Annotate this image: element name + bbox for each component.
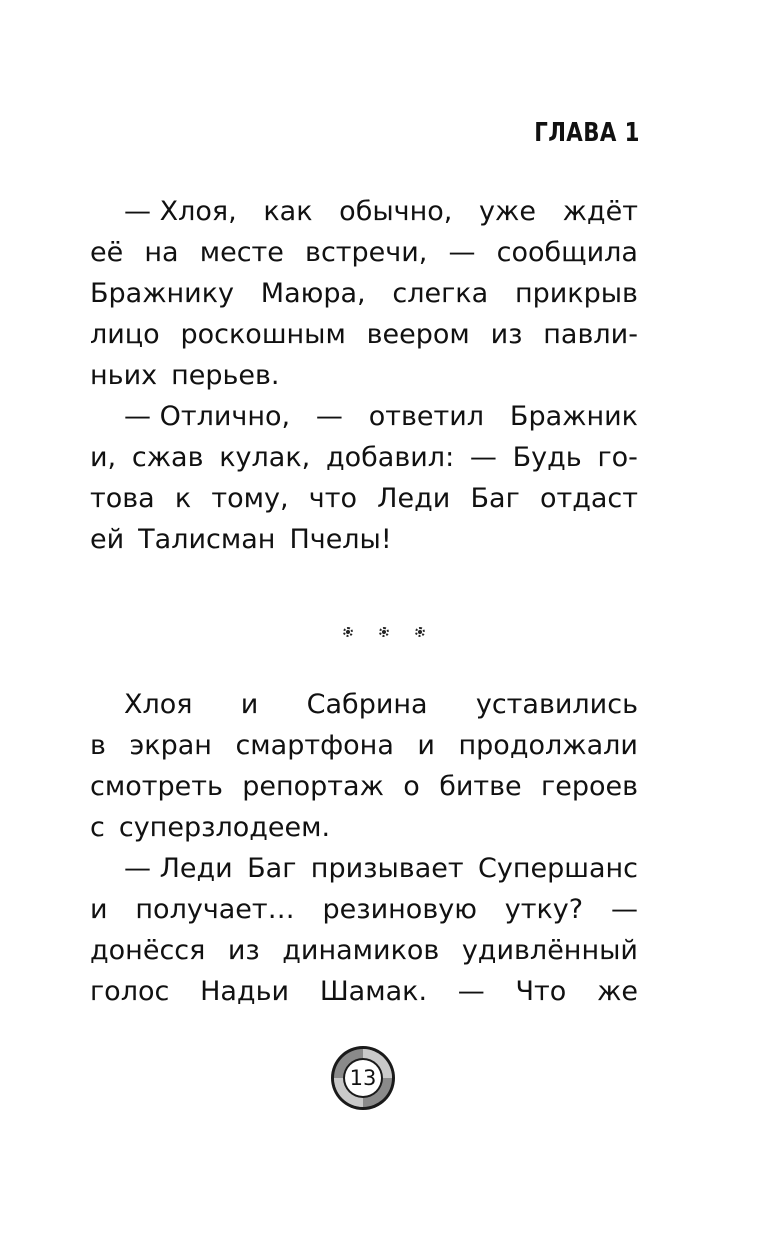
word: из (490, 319, 523, 350)
word: продолжали (458, 730, 638, 761)
word: Шамак. (319, 976, 428, 1007)
word: Что (515, 976, 567, 1007)
text-line (90, 396, 638, 437)
text-line (90, 889, 638, 930)
text-line (90, 725, 638, 766)
section-separator (341, 625, 427, 639)
text-line (90, 519, 638, 560)
word: лицо (90, 319, 160, 350)
word: слегка (392, 278, 489, 309)
word: что (308, 483, 357, 514)
text-line (90, 848, 638, 889)
word: уставились (475, 689, 638, 720)
ornament-flower-icon (341, 625, 355, 639)
word: ньих (90, 360, 158, 391)
word: сообщила (496, 237, 638, 268)
text-block-2 (90, 684, 638, 1012)
word: резиновую (322, 894, 477, 925)
word: ей (90, 524, 125, 555)
word: суперзлодеем. (118, 812, 331, 843)
word: экран (129, 730, 212, 761)
word: смотреть (90, 771, 223, 802)
word: — (469, 442, 497, 473)
word: из (227, 935, 260, 966)
word: как (263, 196, 313, 227)
word: Баг (247, 853, 297, 884)
word: встречи, (305, 237, 428, 268)
word: — (315, 401, 343, 432)
word: ждёт (562, 196, 638, 227)
word: роскошным (180, 319, 346, 350)
word: месте (199, 237, 284, 268)
word: — Леди (124, 853, 233, 884)
text-line (90, 191, 638, 232)
word: Маюра, (260, 278, 366, 309)
word: павли- (543, 319, 638, 350)
word: призывает (310, 853, 464, 884)
word: её (90, 237, 124, 268)
word: к (174, 483, 192, 514)
text-line (90, 273, 638, 314)
word: Надьи (200, 976, 290, 1007)
word: битве (439, 771, 522, 802)
word: това (90, 483, 155, 514)
word: Баг (470, 483, 520, 514)
word: тому, (211, 483, 289, 514)
word: уже (479, 196, 536, 227)
word: и, (90, 442, 117, 473)
word: отдаст (539, 483, 638, 514)
word: и (240, 689, 259, 720)
word: утку? (504, 894, 584, 925)
word: перьев. (171, 360, 280, 391)
word: Будь (512, 442, 582, 473)
word: Бражнику (90, 278, 235, 309)
word: добавил: (325, 442, 455, 473)
word: — Отлично, (124, 401, 291, 432)
text-line (90, 232, 638, 273)
text-line (90, 478, 638, 519)
word: кулак, (219, 442, 311, 473)
text-line (90, 437, 638, 478)
word: репортаж (242, 771, 384, 802)
word: динамиков (282, 935, 440, 966)
text-line (90, 766, 638, 807)
word: сжав (131, 442, 204, 473)
text-line (90, 807, 638, 848)
word: и (417, 730, 435, 761)
word: в (90, 730, 106, 761)
word: — (610, 894, 638, 925)
word: — (448, 237, 476, 268)
word: удивлённый (461, 935, 638, 966)
word: Сабрина (306, 689, 428, 720)
word: смартфона (235, 730, 394, 761)
word: голос (90, 976, 170, 1007)
word: — Хлоя, (124, 196, 237, 227)
text-line (90, 355, 638, 396)
text-line (90, 684, 638, 725)
word: на (144, 237, 179, 268)
word: донёсся (90, 935, 206, 966)
word: и (90, 894, 108, 925)
text-line (90, 971, 638, 1012)
word: же (597, 976, 638, 1007)
word: с (90, 812, 105, 843)
word: Хлоя (124, 689, 193, 720)
word: веером (366, 319, 470, 350)
word: Бражник (509, 401, 638, 432)
word: прикрыв (514, 278, 638, 309)
word: ответил (368, 401, 485, 432)
ornament-flower-icon (413, 625, 427, 639)
word: — (457, 976, 485, 1007)
word: обычно, (339, 196, 453, 227)
word: получает… (135, 894, 295, 925)
text-line (90, 930, 638, 971)
word: героев (541, 771, 638, 802)
page-number: 13 (349, 1066, 377, 1090)
text-line (90, 314, 638, 355)
page-number-badge (329, 1044, 397, 1112)
word: Пчелы! (289, 524, 392, 555)
word: Леди (377, 483, 451, 514)
word: о (403, 771, 420, 802)
text-block-1 (90, 191, 638, 560)
ornament-flower-icon (377, 625, 391, 639)
word: го- (597, 442, 638, 473)
chapter-title: ГЛАВА 1 (534, 118, 640, 148)
word: Супершанс (478, 853, 638, 884)
word: Талисман (138, 524, 276, 555)
